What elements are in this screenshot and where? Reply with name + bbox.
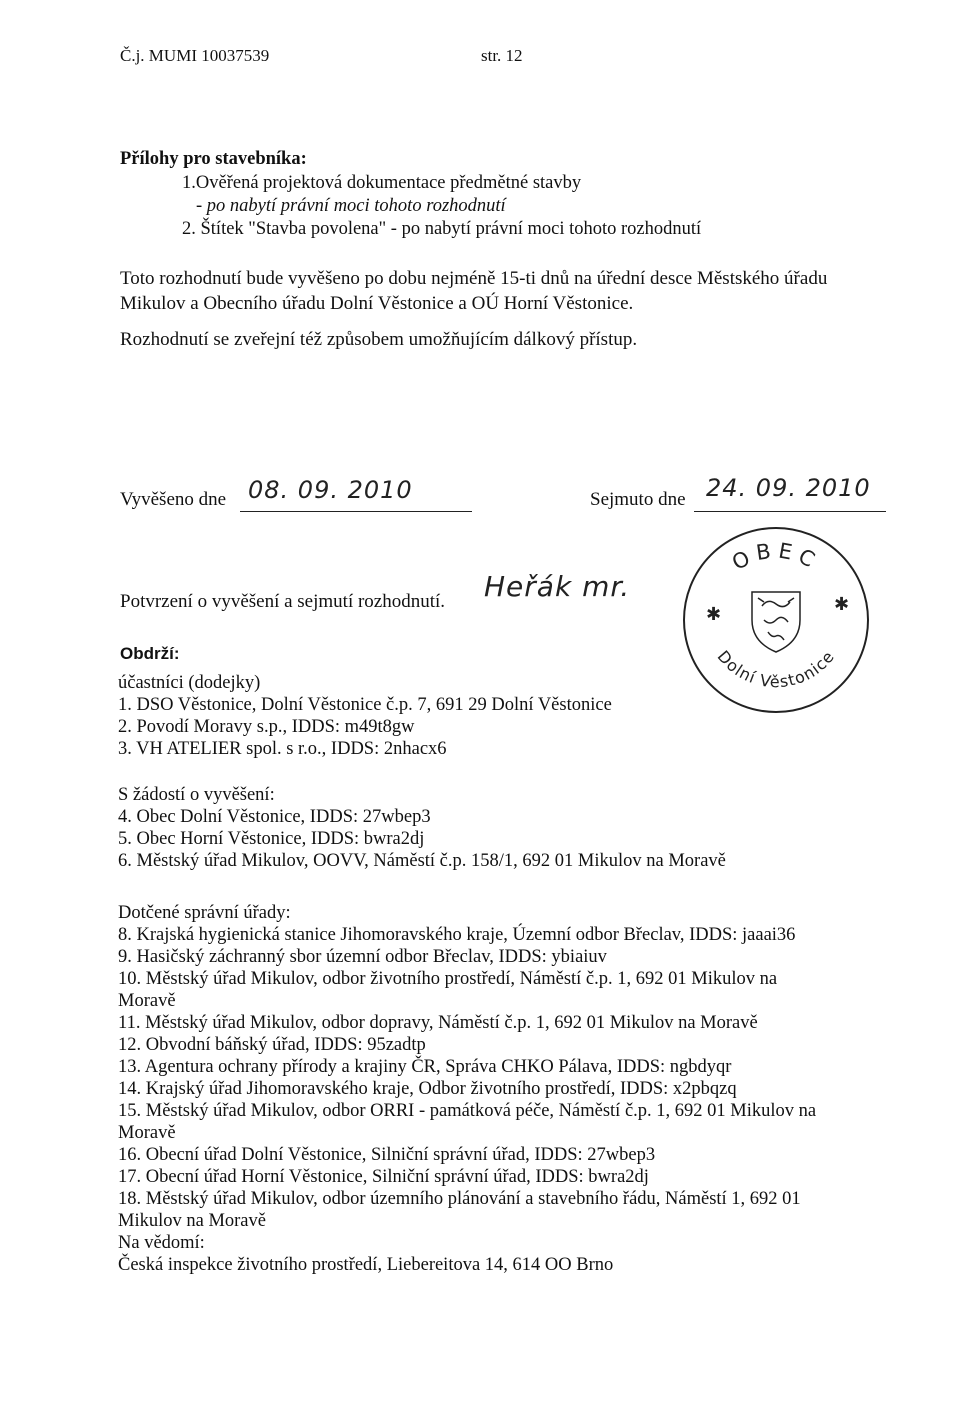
authority-item: 14. Krajský úřad Jihomoravského kraje, Odbor životního prostředí, IDDS: x2pbqzq: [118, 1079, 737, 1099]
stamp-star-left-icon: ✱: [706, 604, 722, 625]
stamp-top-text: OBEC: [728, 538, 825, 576]
authorities-label: Dotčené správní úřady:: [118, 903, 291, 923]
authority-item: 15. Městský úřad Mikulov, odbor ORRI - památková péče, Náměstí č.p. 1, 692 01 Mikulov na: [118, 1101, 817, 1121]
authorities-list: [118, 902, 816, 1276]
recipients-title: Obdrží:: [120, 644, 180, 663]
authority-item: 11. Městský úřad Mikulov, odbor dopravy, Náměstí č.p. 1, 692 01 Mikulov na Moravě: [118, 1013, 758, 1033]
participant-item: 3. VH ATELIER spol. s r.o., IDDS: 2nhacx6: [118, 739, 447, 759]
coat-of-arms-icon: [752, 592, 800, 652]
signature: Heřák mr.: [484, 570, 631, 603]
posting-request-item: 6. Městský úřad Mikulov, OOVV, Náměstí č.p. 158/1, 692 01 Mikulov na Moravě: [118, 851, 726, 871]
authority-item: 16. Obecní úřad Dolní Věstonice, Silniční správní úřad, IDDS: 27wbep3: [118, 1145, 656, 1165]
removed-label: Sejmuto dne: [590, 489, 686, 510]
posted-date-underline: [240, 511, 472, 512]
notice-line-2: Mikulov a Obecního úřadu Dolní Věstonice a OÚ Horní Věstonice.: [120, 293, 634, 314]
notice-line-1: Toto rozhodnutí bude vyvěšeno po dobu nejméně 15-ti dnů na úřední desce Městského úřadu: [120, 268, 828, 289]
removed-date-handwritten: 24. 09. 2010: [706, 474, 871, 502]
posting-request-label: S žádostí o vyvěšení:: [118, 785, 275, 805]
stamp-bottom-text: Dolní Věstonice: [713, 646, 839, 692]
removed-date-underline: [694, 511, 886, 512]
authority-item: Mikulov na Moravě: [118, 1211, 266, 1231]
stamp-star-right-icon: ✱: [834, 594, 850, 615]
authority-item: Moravě: [118, 991, 176, 1011]
attachment-item-1: 1.Ověřená projektová dokumentace předmětné stavby: [182, 173, 582, 193]
attachment-item-1-note: - po nabytí právní moci tohoto rozhodnutí: [196, 196, 506, 216]
document-reference: Č.j. MUMI 10037539: [120, 46, 270, 65]
authority-item: 18. Městský úřad Mikulov, odbor územního plánování a stavebního řádu, Náměstí 1, 692 01: [118, 1189, 801, 1209]
notice-line-3: Rozhodnutí se zveřejní též způsobem umožňujícím dálkový přístup.: [120, 329, 638, 350]
authority-item: 10. Městský úřad Mikulov, odbor životního prostředí, Náměstí č.p. 1, 692 01 Mikulov na: [118, 969, 778, 989]
page-number: str. 12: [481, 46, 523, 65]
confirmation-label: Potvrzení o vyvěšení a sejmutí rozhodnutí.: [120, 591, 446, 612]
authority-item: 12. Obvodní báňský úřad, IDDS: 95zadtp: [118, 1035, 426, 1055]
posted-label: Vyvěšeno dne: [120, 489, 227, 510]
authority-item: Moravě: [118, 1123, 176, 1143]
for-info-label: Na vědomí:: [118, 1233, 205, 1253]
for-info-item: Česká inspekce životního prostředí, Liebereitova 14, 614 OO Brno: [118, 1255, 614, 1275]
posting-request-item: 5. Obec Horní Věstonice, IDDS: bwra2dj: [118, 829, 425, 849]
participant-item: 1. DSO Věstonice, Dolní Věstonice č.p. 7, 691 29 Dolní Věstonice: [118, 695, 612, 715]
authority-item: 13. Agentura ochrany přírody a krajiny ČR, Správa CHKO Pálava, IDDS: ngbdyqr: [118, 1057, 732, 1077]
participants-list: [118, 672, 612, 760]
posted-date-handwritten: 08. 09. 2010: [248, 476, 413, 504]
authority-item: 8. Krajská hygienická stanice Jihomoravského kraje, Územní odbor Břeclav, IDDS: jaaai36: [118, 925, 796, 945]
participants-label: účastníci (dodejky): [118, 673, 261, 693]
attachments-title: Přílohy pro stavebníka:: [120, 149, 307, 169]
authority-item: 9. Hasičský záchranný sbor územní odbor Břeclav, IDDS: ybiaiuv: [118, 947, 607, 967]
posting-request-list: [118, 784, 726, 872]
participant-item: 2. Povodí Moravy s.p., IDDS: m49t8gw: [118, 717, 415, 737]
authority-item: 17. Obecní úřad Horní Věstonice, Silniční správní úřad, IDDS: bwra2dj: [118, 1167, 649, 1187]
municipal-stamp: [676, 520, 876, 720]
attachment-item-2: 2. Štítek "Stavba povolena" - po nabytí právní moci tohoto rozhodnutí: [182, 219, 702, 239]
posting-request-item: 4. Obec Dolní Věstonice, IDDS: 27wbep3: [118, 807, 431, 827]
